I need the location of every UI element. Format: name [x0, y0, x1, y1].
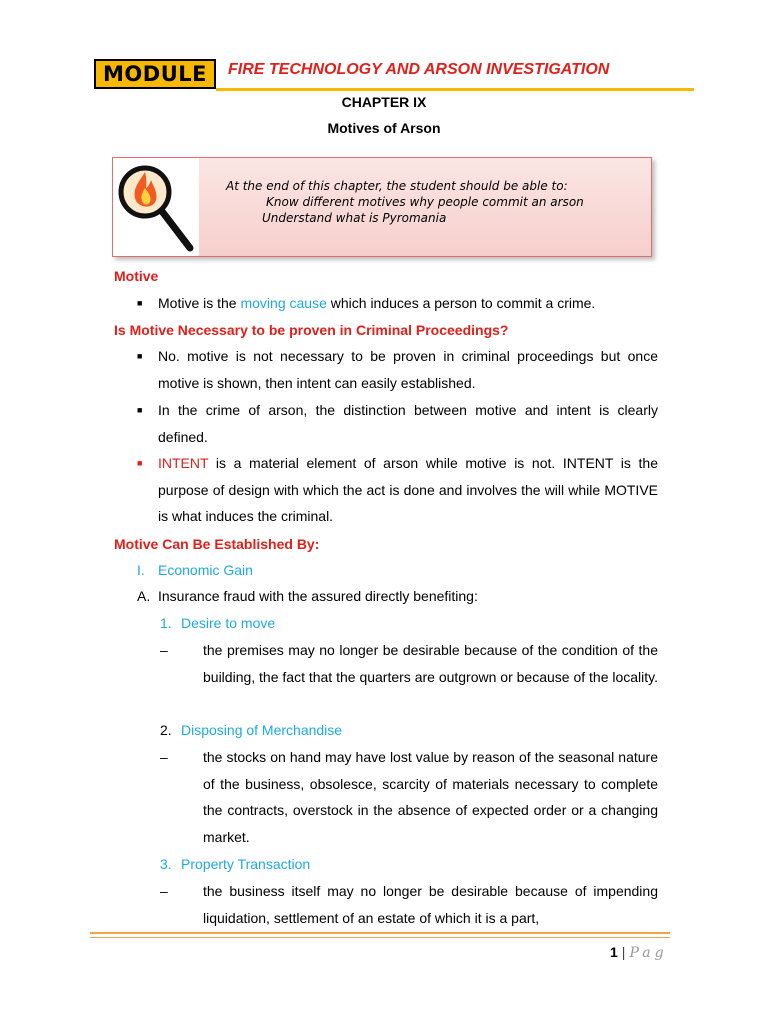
sub-item-marker: 1.	[160, 615, 172, 631]
objectives-intro: At the end of this chapter, the student should be able to:	[226, 179, 568, 193]
alpha-marker: A.	[137, 588, 151, 604]
sub-item-text: the stocks on hand may have lost value by reason of the seasonal nature of the business, obsolesce, scarcity of materials necessary to complete the contracts, overstock in the absence of expected order or a changing market.	[203, 749, 658, 845]
bullet-marker: ■	[137, 351, 143, 361]
bullet-marker: ■	[137, 458, 143, 468]
module-title: FIRE TECHNOLOGY AND ARSON INVESTIGATION	[228, 61, 610, 78]
module-label: MODULE	[94, 59, 216, 89]
dash-marker: –	[160, 749, 168, 765]
objectives-icon-panel	[113, 158, 199, 256]
bullet-marker: ■	[137, 405, 143, 415]
motive-definition: Motive is the moving cause which induces a person to commit a crime.	[158, 295, 596, 311]
intent-paragraph: INTENT is a material element of arson while motive is not. INTENT is the purpose of design with which the act is done and involves the will while MOTIVE is what induces the criminal.	[158, 455, 658, 524]
page-label: Pag	[629, 945, 668, 961]
roman-marker: I.	[137, 562, 145, 578]
sub-item-label: Property Transaction	[181, 856, 311, 872]
page-footer	[610, 944, 668, 961]
objective-item: Understand what is Pyromania	[262, 211, 447, 225]
sub-item-marker: 2.	[160, 722, 172, 738]
intent-term: INTENT	[158, 455, 209, 471]
section-heading-established: Motive Can Be Established By:	[114, 536, 320, 552]
sub-item-text: the business itself may no longer be desirable because of impending liquidation, settlement of an estate of which it is a part,	[203, 883, 658, 926]
necessary-bullet-2: In the crime of arson, the distinction between motive and intent is clearly defined.	[158, 402, 658, 445]
chapter-number: CHAPTER IX	[341, 94, 427, 110]
dash-marker: –	[160, 642, 168, 658]
insurance-fraud-label: Insurance fraud with the assured directly benefiting:	[158, 588, 478, 604]
page-separator: |	[621, 944, 626, 960]
footer-rule	[90, 937, 670, 938]
header-rule	[216, 88, 694, 91]
objectives-text	[226, 178, 584, 226]
sub-item-label: Desire to move	[181, 615, 276, 631]
necessary-bullet-1: No. motive is not necessary to be proven in criminal proceedings but once motive is shown, then intent can easily established.	[158, 348, 658, 391]
magnifier-flame-icon	[113, 158, 199, 256]
footer-rule	[90, 932, 670, 934]
page-number: 1	[610, 944, 618, 960]
chapter-title: Motives of Arson	[327, 120, 441, 136]
section-heading-necessary: Is Motive Necessary to be proven in Criminal Proceedings?	[114, 322, 509, 338]
economic-gain-label: Economic Gain	[158, 562, 253, 578]
objective-item: Know different motives why people commit an arson	[266, 195, 584, 209]
sub-item-marker: 3.	[160, 856, 172, 872]
moving-cause-term: moving cause	[240, 295, 327, 311]
sub-item-label: Disposing of Merchandise	[181, 722, 343, 738]
sub-item-text: the premises may no longer be desirable because of the condition of the building, the fact that the quarters are outgrown or because of the locality.	[203, 642, 659, 685]
section-heading-motive: Motive	[114, 268, 159, 284]
bullet-marker: ■	[137, 298, 143, 308]
dash-marker: –	[160, 883, 168, 899]
